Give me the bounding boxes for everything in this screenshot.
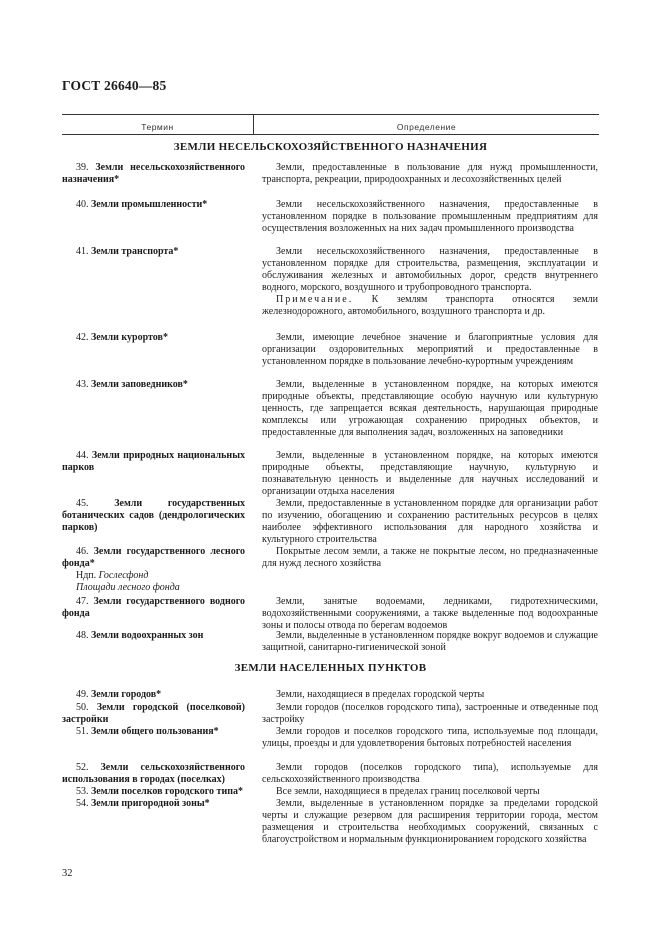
section-title-settlements: ЗЕМЛИ НАСЕЛЕННЫХ ПУНКТОВ — [234, 662, 427, 674]
definition-45: Земли, предоставленные в установленном порядке для организации работ по изучению, обогащению и сохранению растительных ресурсов в целях наиболее эффективного использования для народного хозяйства и культурного строительства — [262, 498, 598, 545]
term-47: 47. Земли государственного водного фонда — [62, 596, 245, 619]
definition-41: Земли несельскохозяйственного назначения, предоставленные в установленном порядке для строительства, размещения, эксплуатации и обслуживания железных и автомобильных дорог, средств внутреннего водного, морского, воздушного и трубопроводного транспорта. Примечание. К землям транспорта относятся земли железнодорожного, автомобильного, воздушного транспорта и др. — [262, 246, 598, 317]
definition-49: Земли, находящиеся в пределах городской черты — [276, 689, 485, 700]
term-51: 51. Земли общего пользования* — [76, 726, 219, 737]
term-53: 53. Земли поселков городского типа* — [76, 786, 243, 797]
definition-43: Земли, выделенные в установленном порядке, на которых имеются природные объекты, представляющие особую научную или культурную ценность, где запрещается всякая деятельность, нарушающая природные комплексы или угрожающая сохранению природных объектов, и предоставленные для выполнения задач, возложенных на заповедники — [262, 379, 598, 438]
term-54: 54. Земли пригородной зоны* — [76, 798, 210, 809]
term-40: 40. Земли промышленности* — [76, 199, 208, 210]
definition-54: Земли, выделенные в установленном порядке за пределами городской черты и служащие резервом для расширения территории города, местом размещения и строительства необходимых сооружений, связанных с благоустройством и нормальным функционированием городского хозяйства — [262, 798, 598, 845]
term-43: 43. Земли заповедников* — [76, 379, 188, 390]
definition-51: Земли городов и поселков городского типа, используемые под площади, улицы, проезды и для удовлетворения бытовых потребностей населения — [262, 726, 598, 749]
term-46: 46. Земли государственного лесного фонда* Ндп. Гослесфонд Площади лесного фонда — [62, 546, 245, 593]
table-top-rule — [62, 114, 599, 115]
note-label: Примечание. — [276, 294, 354, 305]
definition-47: Земли, занятые водоемами, ледниками, гидротехническими, водохозяйственными сооружениями, а также выделенные под водоохранные зоны и полосы отвода по берегам водоемов — [262, 596, 598, 631]
note-41: Примечание. К землям транспорта относятся земли железнодорожного, автомобильного, воздушного транспорта и др. — [262, 294, 598, 317]
term-39 — [62, 162, 245, 186]
definition-46: Покрытые лесом земли, а также не покрытые лесом, но предназначенные для нужд лесного хозяйства — [262, 546, 598, 569]
definition-52: Земли городов (поселков городского типа), используемые для сельскохозяйственного производства — [262, 762, 598, 785]
definition-44: Земли, выделенные в установленном порядке, на которых имеются природные объекты, представляющие научную, культурную и познавательную ценность и выделенные для научных исследований и организации отдыха населения — [262, 450, 598, 497]
not-recommended-2: Площади лесного фонда — [76, 582, 180, 593]
term-42: 42. Земли курортов* — [76, 332, 168, 343]
definition-50: Земли городов (поселков городского типа), застроенные и отведенные под застройку — [262, 702, 598, 725]
term-text: Земли несельскохозяйственного назначения* — [62, 162, 245, 185]
term-48: 48. Земли водоохранных зон — [76, 630, 204, 641]
term-50: 50. Земли городской (поселковой) застройки — [62, 702, 245, 725]
section-title-nonagricultural: ЗЕМЛИ НЕСЕЛЬСКОХОЗЯЙСТВЕННОГО НАЗНАЧЕНИЯ — [173, 141, 488, 153]
term-44: 44. Земли природных национальных парков — [62, 450, 245, 473]
column-header-terms: Термин — [141, 122, 174, 132]
definition-48: Земли, выделенные в установленном порядке вокруг водоемов и служащие защитной, санитарно-гигиенической зоной — [262, 630, 598, 653]
header-bottom-rule — [62, 134, 599, 135]
term-number: 39. — [76, 162, 89, 173]
definition-53: Все земли, находящиеся в пределах границ поселковой черты — [276, 786, 540, 797]
document-title: ГОСТ 26640—85 — [62, 78, 167, 93]
column-header-definitions: Определение — [396, 122, 457, 132]
term-52: 52. Земли сельскохозяйственного использования в городах (поселках) — [62, 762, 245, 785]
definition-42: Земли, имеющие лечебное значение и благоприятные условия для организации оздоровительных мероприятий и предоставленные в установленном порядке в пользование лечебно-курортным учреждениям — [262, 332, 598, 367]
definition-39: Земли, предоставленные в пользование для нужд промышленности, транспорта, рекреации, природоохранных и лесохозяйственных целей — [262, 162, 598, 185]
definition-40: Земли несельскохозяйственного назначения, предоставленные в установленном порядке в пользование промышленным предприятиям для осуществления возложенных на них задач промышленного производства — [262, 199, 598, 234]
term-45: 45. Земли государственных ботанических садов (дендрологических парков) — [62, 498, 246, 533]
term-41: 41. Земли транспорта* — [76, 246, 179, 257]
term-49: 49. Земли городов* — [76, 689, 162, 700]
not-recommended-1: Ндп. Гослесфонд — [76, 570, 149, 581]
page-number: 32 — [62, 868, 73, 879]
